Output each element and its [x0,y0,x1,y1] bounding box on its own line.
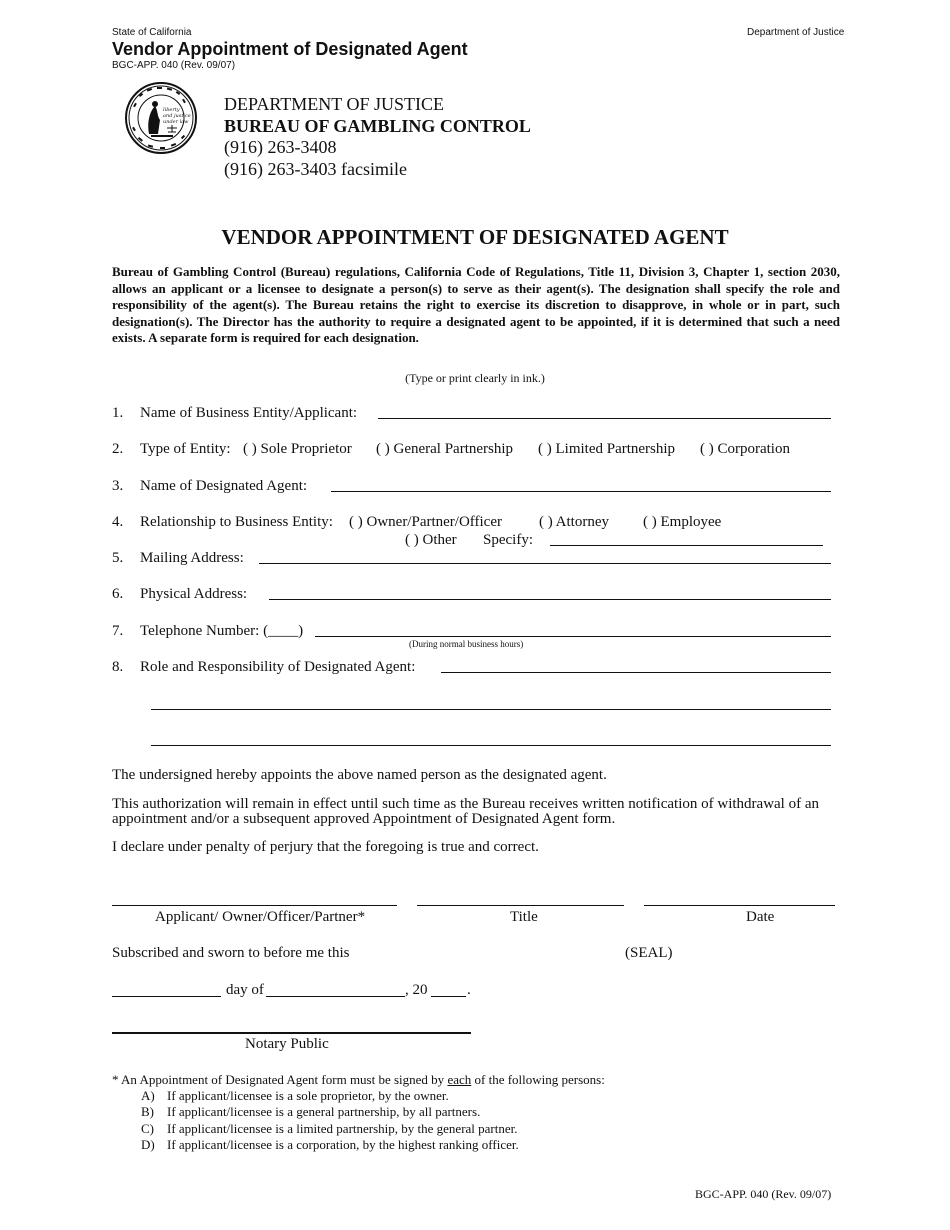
agency-phone: (916) 263-3408 [224,137,337,157]
entity-general-partnership-checkbox[interactable]: ( ) General Partnership [376,441,514,457]
department-label: Department of Justice [747,27,845,38]
perjury-declaration: I declare under penalty of perjury that the foregoing is true and correct. [112,839,539,855]
notary-signature-field[interactable] [112,1032,471,1034]
notary-year-field[interactable] [431,996,466,997]
role-responsibility-field-line-2[interactable] [151,709,831,710]
footer-form-number: BGC-APP. 040 (Rev. 09/07) [695,1187,832,1201]
physical-address-field[interactable] [269,599,831,600]
footnote-item-c-letter: C) [141,1121,154,1136]
field-5-label: Mailing Address: [140,550,244,566]
signature-date-field[interactable] [644,905,835,906]
agency-fax: (916) 263-3403 facsimile [224,159,407,179]
telephone-hint: (During normal business hours) [409,639,524,649]
authorization-statement: This authorization will remain in effect until such time as the Bureau receives written notification of withdrawal of an appointment and/or a subsequent approved Appointment of Designated Agent form. [112,796,819,827]
title-label: Title [510,909,538,925]
svg-text:and justice: and justice [163,113,191,119]
specify-label: Specify: [483,532,533,548]
footnote-each-emphasis: each [447,1072,472,1087]
field-5-number: 5. [112,550,124,566]
field-6-number: 6. [112,586,124,602]
field-2-number: 2. [112,441,124,457]
footnote-intro-before: * An Appointment of Designated Agent form must be signed by [112,1072,448,1087]
footnote-item-d-letter: D) [141,1137,155,1152]
field-4-number: 4. [112,514,124,530]
footnote-intro-after: of the following persons: [471,1072,605,1087]
footnote-item-a-letter: A) [141,1088,155,1103]
field-1-label: Name of Business Entity/Applicant: [140,405,358,421]
footnote-item-c-text: If applicant/licensee is a limited partnership, by the general partner. [167,1121,518,1136]
intro-paragraph: Bureau of Gambling Control (Bureau) regulations, California Code of Regulations, Title 11, Division 3, Chapter 1, section 2030, allows an applicant or a licensee to designate a person(s) to serve as their agent(s). The designation shall specify the role and responsibility of the agent(s). The Bureau retains the right to exercise its discretion to disapprove, in whole or in part, such designation(s). The Director has the authority to require a designated agent to be appointed, if it is determined that such a need exists. A separate form is required for each designation. [112,264,840,345]
svg-text:under law: under law [163,119,189,125]
field-1-number: 1. [112,405,124,421]
relationship-specify-field[interactable] [550,545,823,546]
applicant-signature-label: Applicant/ Owner/Officer/Partner* [155,909,366,925]
mailing-address-field[interactable] [259,563,831,564]
footnote-item-a-text: If applicant/licensee is a sole proprietor, by the owner. [167,1088,449,1103]
field-8-label: Role and Responsibility of Designated Agent: [140,659,416,675]
field-6-label: Physical Address: [140,586,248,602]
footnote-intro [112,1072,605,1089]
field-7-number: 7. [112,623,124,639]
business-entity-name-field[interactable] [378,418,831,419]
field-2-label: Type of Entity: [140,441,231,457]
state-label: State of California [112,27,192,38]
form-title: Vendor Appointment of Designated Agent [112,39,468,59]
appointment-statement: The undersigned hereby appoints the above named person as the designated agent. [112,767,607,783]
telephone-number-field[interactable] [315,636,831,637]
footnote-item-d-text: If applicant/licensee is a corporation, by the highest ranking officer. [167,1137,519,1152]
relationship-other-checkbox[interactable]: ( ) Other [405,532,457,548]
california-seal-icon [125,82,197,154]
year-prefix-label: , 20 [405,982,428,998]
svg-text:liberty: liberty [163,107,180,113]
day-of-label: day of [226,982,264,998]
seal-placeholder: (SEAL) [625,945,673,961]
sworn-statement: Subscribed and sworn to before me this [112,945,350,961]
applicant-signature-field[interactable] [112,905,397,906]
signer-title-field[interactable] [417,905,624,906]
entity-sole-proprietor-checkbox[interactable]: ( ) Sole Proprietor [243,441,352,457]
role-responsibility-field-line-1[interactable] [441,672,831,673]
field-4-label: Relationship to Business Entity: [140,514,333,530]
footnote-item-b-letter: B) [141,1104,154,1119]
role-responsibility-field-line-3[interactable] [151,745,831,746]
entity-corporation-checkbox[interactable]: ( ) Corporation [700,441,790,457]
agency-bureau: BUREAU OF GAMBLING CONTROL [224,116,531,136]
notary-public-label: Notary Public [245,1036,329,1052]
relationship-owner-checkbox[interactable]: ( ) Owner/Partner/Officer [349,514,502,530]
main-title: VENDOR APPOINTMENT OF DESIGNATED AGENT [221,225,729,249]
notary-month-field[interactable] [266,996,405,997]
field-3-number: 3. [112,478,124,494]
instruction-text: (Type or print clearly in ink.) [405,371,545,385]
field-7-label: Telephone Number: (____) [140,623,304,639]
notary-day-field[interactable] [112,996,221,997]
relationship-employee-checkbox[interactable]: ( ) Employee [643,514,722,530]
form-number: BGC-APP. 040 (Rev. 09/07) [112,60,236,71]
field-8-number: 8. [112,659,124,675]
footnote-item-b-text: If applicant/licensee is a general partnership, by all partners. [167,1104,481,1119]
date-label: Date [746,909,775,925]
relationship-attorney-checkbox[interactable]: ( ) Attorney [539,514,609,530]
year-suffix-label: . [467,982,471,998]
agency-department: DEPARTMENT OF JUSTICE [224,94,444,114]
field-3-label: Name of Designated Agent: [140,478,308,494]
entity-limited-partnership-checkbox[interactable]: ( ) Limited Partnership [538,441,676,457]
designated-agent-name-field[interactable] [331,491,831,492]
